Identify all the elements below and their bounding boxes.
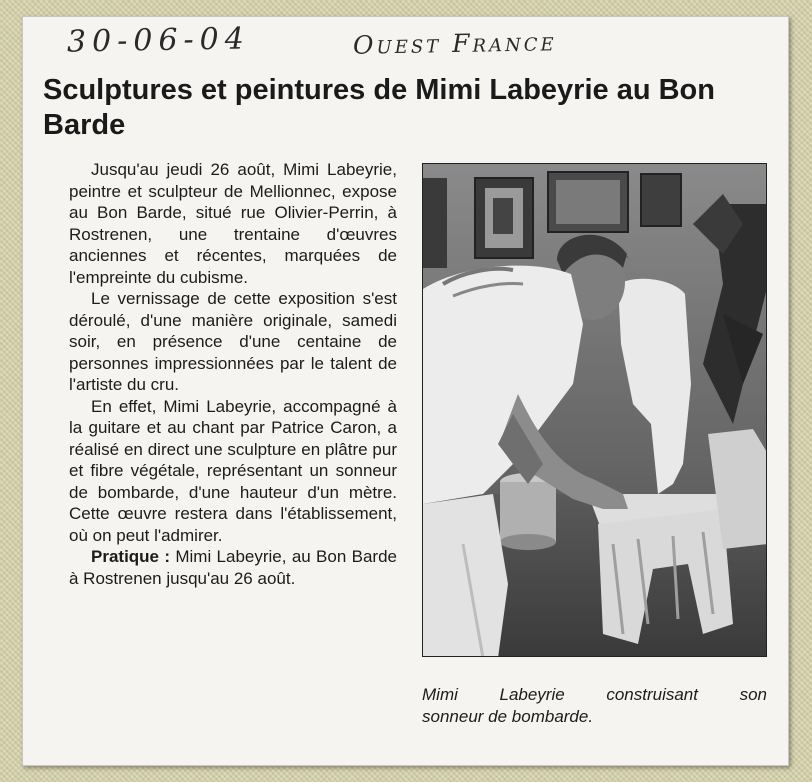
paragraph-3: En effet, Mimi Labeyrie, accompagné à la guitare et au chant par Patrice Caron, a réalisé en direct une sculpture en plâtre pur et fibre végétale, représentant un sonneur de bombarde, d'une hauteur d'un mètre. Cette œuvre restera dans l'établissement, où on peut l'admirer.: [69, 396, 397, 545]
article-body: [69, 159, 397, 589]
caption-line-2: sonneur de bombarde.: [422, 707, 594, 726]
caption-line-1: Mimi Labeyrie construisant son: [422, 685, 767, 704]
photo-artist-sculpting: [422, 163, 767, 657]
date-annotation: 30-06-04: [66, 21, 251, 60]
photo-illustration: [423, 164, 767, 657]
paragraph-1: Jusqu'au jeudi 26 août, Mimi Labeyrie, peintre et sculpteur de Mellionnec, expose au Bon Barde, situé rue Olivier-Perrin, à Rostrenen, une trentaine d'œuvres anciennes et récentes, marquées de l'empreinte du cubisme.: [69, 160, 397, 287]
pratique-label: Pratique :: [91, 547, 171, 566]
pratique-paragraph: [69, 546, 397, 589]
source-annotation: Ouest France: [352, 27, 557, 60]
newspaper-clipping: [22, 16, 789, 766]
headline: Sculptures et peintures de Mimi Labeyrie au Bon Barde: [43, 74, 715, 141]
photo-caption: [422, 684, 767, 728]
paragraph-2: Le vernissage de cette exposition s'est déroulé, d'une manière originale, samedi soir, en présence d'une centaine de personnes impressionnées par le talent de l'artiste du cru.: [69, 289, 397, 394]
pratique-text: Mimi Labeyrie, au Bon Barde à Rostrenen jusqu'au 26 août.: [69, 547, 397, 588]
